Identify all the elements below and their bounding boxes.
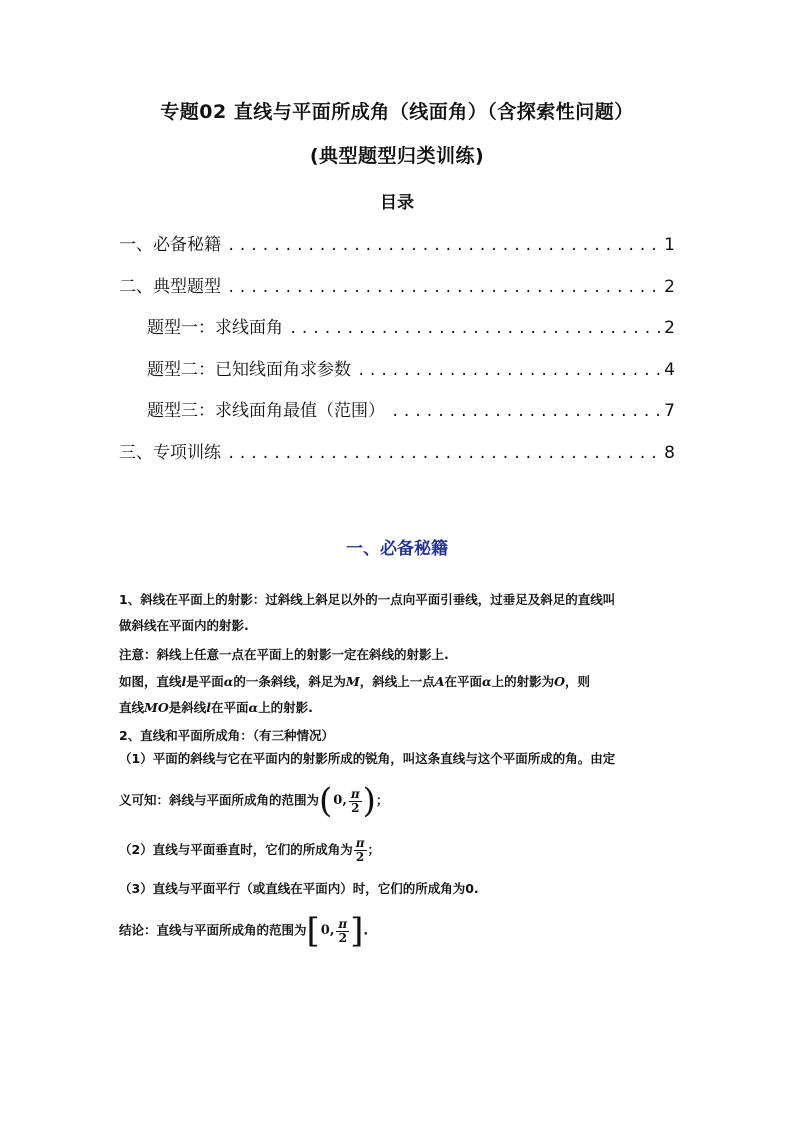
paragraph-conclusion: 结论：直线与平面所成角的范围为 [ 0, $\frac{\pi}{2}$ ] . <box>119 911 369 951</box>
open-interval: ( 0, $\frac{\pi}{2}$ ) <box>319 781 376 821</box>
toc-leader-dots <box>357 363 660 379</box>
closed-interval: [ 0, $\frac{\pi}{2}$ ] <box>306 911 364 951</box>
fraction-pi-over-2: $\frac{\pi}{2}$ <box>350 786 360 815</box>
math-O: O <box>554 674 566 689</box>
paragraph-line: 1、斜线在平面上的射影：过斜线上斜足以外的一点向平面引垂线，过垂足及斜足的直线叫 <box>119 592 616 607</box>
toc-entry-label: 题型一：求线面角 <box>147 318 283 338</box>
math-MO: MO <box>144 700 169 715</box>
toc-entry-6[interactable] <box>119 438 675 464</box>
toc-entry-label: 题型二：已知线面角求参数 <box>147 360 351 380</box>
toc-entry-page: 1 <box>664 235 675 255</box>
toc-entry-2[interactable] <box>119 272 675 298</box>
paragraph-line: 义可知：斜线与平面所成角的范围为 ( 0, $\frac{\pi}{2}$ ) ； <box>119 781 389 821</box>
paragraph-line: 做斜线在平面内的射影. <box>119 618 249 633</box>
fraction-pi-over-2: $\frac{\pi}{2}$ <box>338 916 348 945</box>
paragraph-line: 如图，直线l是平面α的一条斜线，斜足为M，斜线上一点A在平面α上的射影为O，则 <box>119 674 591 689</box>
paragraph-line: （1）平面的斜线与它在平面内的射影所成的锐角，叫这条直线与这个平面所成的角。由定 <box>119 751 616 766</box>
math-alpha: α <box>482 674 492 689</box>
paragraph-case-2: （2）直线与平面垂直时，它们的所成角为 $\frac{\pi}{2}$ ； <box>119 836 381 864</box>
math-l: l <box>206 700 212 715</box>
toc-leader-dots <box>227 446 660 462</box>
toc-entry-label: 一、必备秘籍 <box>119 235 221 255</box>
toc-leader-dots <box>391 404 660 420</box>
math-A: A <box>434 674 445 689</box>
math-M: M <box>345 674 360 689</box>
paragraph-angle-heading: 2、直线和平面所成角：（有三种情况） <box>119 728 334 743</box>
toc-entry-1[interactable] <box>119 230 675 256</box>
toc-entry-page: 4 <box>664 360 675 380</box>
paragraph-projection <box>119 587 679 639</box>
toc-entry-page: 8 <box>664 443 675 463</box>
paragraph-line: 直线MO是斜线l在平面α上的射影. <box>119 700 313 715</box>
toc-heading: 目录 <box>380 193 414 213</box>
document-title: 专题02 直线与平面所成角（线面角）（含探索性问题） <box>160 101 634 123</box>
math-alpha: α <box>223 674 234 689</box>
math-alpha: α <box>248 700 259 715</box>
toc-entry-page: 2 <box>664 318 675 338</box>
toc-entry-4[interactable] <box>147 355 675 381</box>
toc-leader-dots <box>227 280 660 296</box>
fraction-pi-over-2: $\frac{\pi}{2}$ <box>355 836 365 864</box>
math-l: l <box>181 674 187 689</box>
document-subtitle: (典型题型归类训练) <box>309 145 485 167</box>
toc-leader-dots <box>289 321 660 337</box>
toc-entry-page: 7 <box>664 401 675 421</box>
paragraph-case-1 <box>119 746 679 821</box>
toc-entry-label: 二、典型题型 <box>119 277 221 297</box>
toc-entry-5[interactable] <box>147 396 675 422</box>
section-heading: 一、必备秘籍 <box>346 539 448 559</box>
toc-entry-label: 题型三：求线面角最值（范围） <box>147 401 385 421</box>
paragraph-case-3: （3）直线与平面平行（或直线在平面内）时，它们的所成角为0. <box>119 881 479 896</box>
toc-entry-page: 2 <box>664 277 675 297</box>
toc-entry-label: 三、专项训练 <box>119 443 221 463</box>
toc-entry-3[interactable] <box>147 313 675 339</box>
paragraph-example <box>119 669 679 721</box>
paragraph-note: 注意：斜线上任意一点在平面上的射影一定在斜线的射影上. <box>119 647 449 662</box>
toc-leader-dots <box>227 238 660 254</box>
